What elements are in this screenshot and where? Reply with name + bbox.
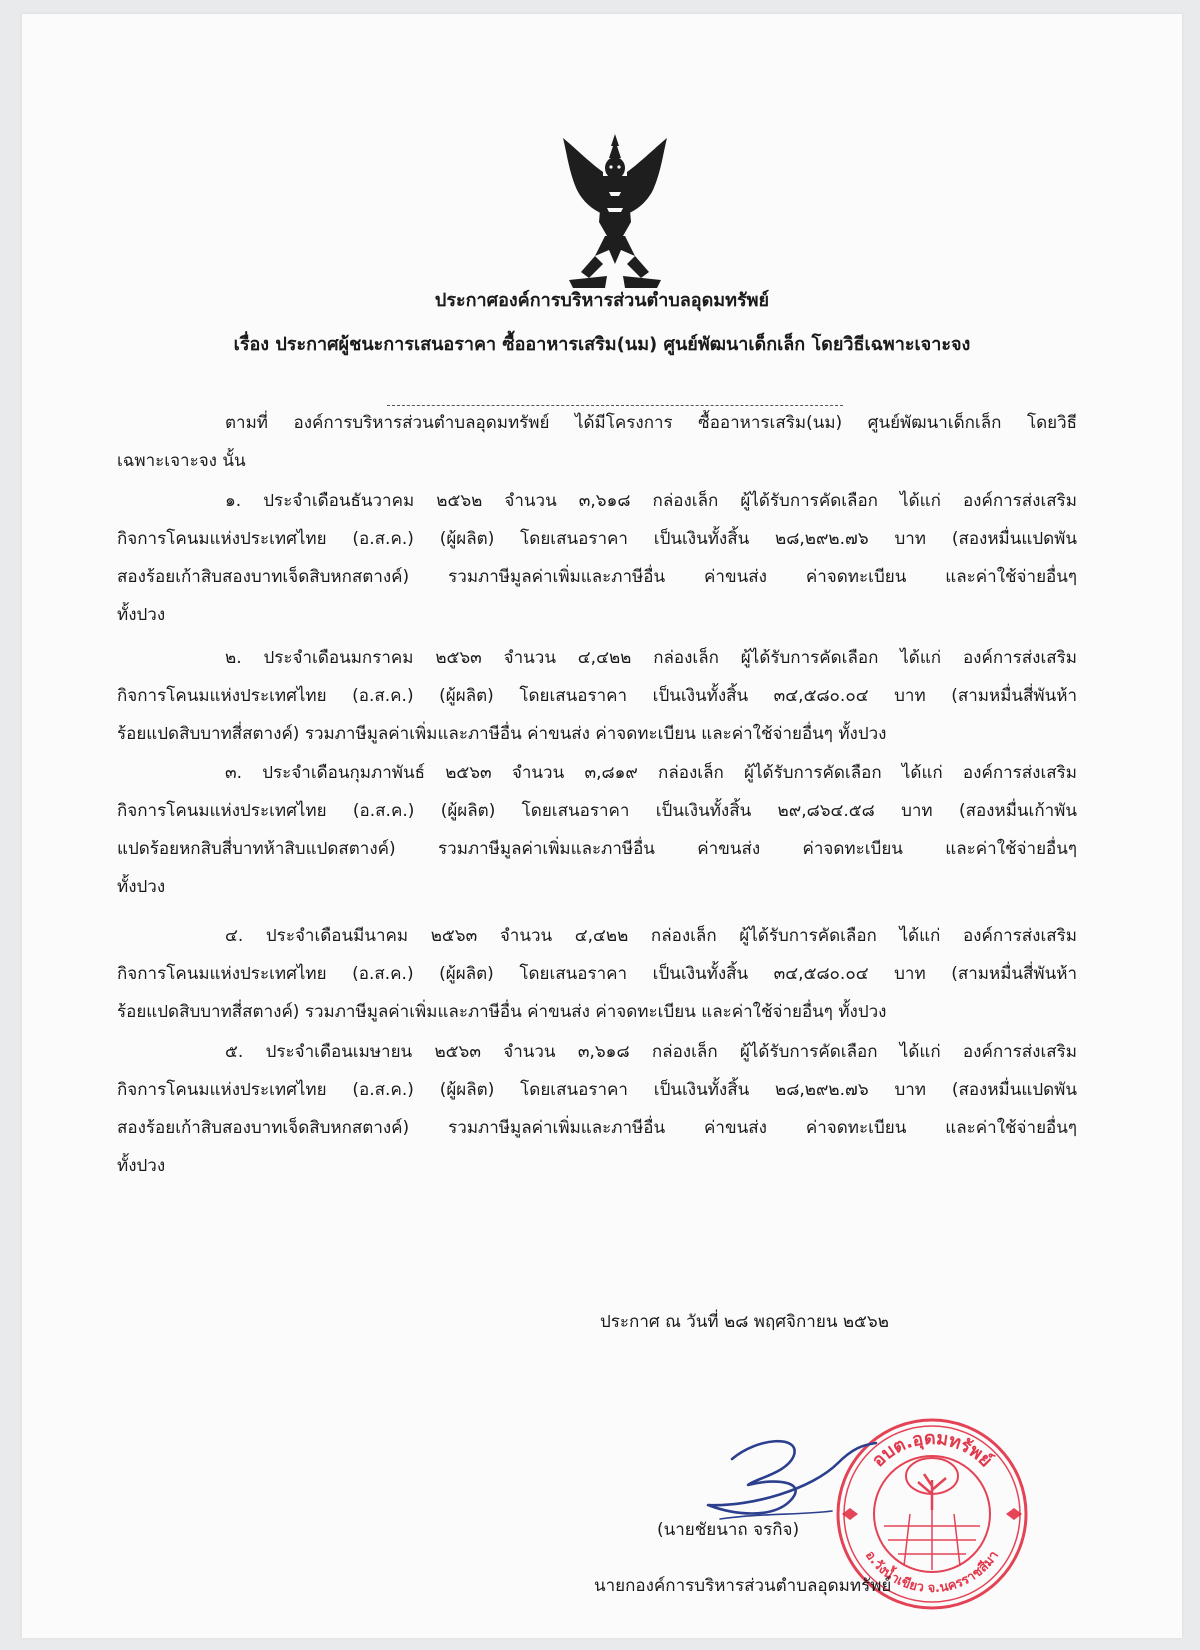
award-item-3 <box>117 754 1077 906</box>
item-line: กิจการโคนมแห่งประเทศไทย (อ.ส.ค.) (ผู้ผลิต) โดยเสนอราคา เป็นเงินทั้งสิ้น ๒๘,๒๙๒.๗๖ บาท (สองหมื่นแปดพัน <box>117 1080 1077 1100</box>
item-line: ทั้งปวง <box>117 877 166 897</box>
document-page <box>22 14 1182 1638</box>
item-line: ทั้งปวง <box>117 1156 166 1176</box>
award-item-1 <box>117 482 1077 634</box>
garuda-emblem-icon <box>559 132 671 292</box>
item-line: แปดร้อยหกสิบสี่บาทห้าสิบแปดสตางค์) รวมภาษีมูลค่าเพิ่มและภาษีอื่น ค่าขนส่ง ค่าจดทะเบียน และค่าใช้จ่ายอื่นๆ <box>117 839 1077 859</box>
seal-top-text: อบต.อุดมทรัพย์ <box>867 1427 997 1472</box>
item-line: กิจการโคนมแห่งประเทศไทย (อ.ส.ค.) (ผู้ผลิต) โดยเสนอราคา เป็นเงินทั้งสิ้น ๓๔,๕๘๐.๐๔ บาท (สามหมื่นสี่พันห้า <box>117 686 1077 706</box>
item-line: ทั้งปวง <box>117 605 166 625</box>
item-line: ๔. ประจำเดือนมีนาคม ๒๕๖๓ จำนวน ๔,๔๒๒ กล่องเล็ก ผู้ได้รับการคัดเลือก ได้แก่ องค์การส่งเสริม <box>225 926 1077 946</box>
item-line: ร้อยแปดสิบบาทสี่สตางค์) รวมภาษีมูลค่าเพิ่มและภาษีอื่น ค่าขนส่ง ค่าจดทะเบียน และค่าใช้จ่ายอื่นๆ ทั้งปวง <box>117 724 887 744</box>
intro-paragraph <box>117 404 1077 480</box>
intro-line: ตามที่ องค์การบริหารส่วนตำบลอุดมทรัพย์ ได้มีโครงการ ซื้ออาหารเสริม(นม) ศูนย์พัฒนาเด็กเล็ก โดยวิธี <box>225 413 1077 433</box>
document-title: ประกาศองค์การบริหารส่วนตำบลอุดมทรัพย์ <box>434 290 770 311</box>
intro-line: เฉพาะเจาะจง นั้น <box>117 451 246 471</box>
signer-position: นายกองค์การบริหารส่วนตำบลอุดมทรัพย์ <box>594 1576 892 1596</box>
announcement-date: ประกาศ ณ วันที่ ๒๘ พฤศจิกายน ๒๕๖๒ <box>600 1312 889 1332</box>
award-item-5 <box>117 1033 1077 1185</box>
item-line: สองร้อยเก้าสิบสองบาทเจ็ดสิบหกสตางค์) รวมภาษีมูลค่าเพิ่มและภาษีอื่น ค่าขนส่ง ค่าจดทะเบียน และค่าใช้จ่ายอื่นๆ <box>117 567 1077 587</box>
item-line: ๕. ประจำเดือนเมษายน ๒๕๖๓ จำนวน ๓,๖๑๘ กล่องเล็ก ผู้ได้รับการคัดเลือก ได้แก่ องค์การส่งเสริม <box>225 1042 1077 1062</box>
item-line: กิจการโคนมแห่งประเทศไทย (อ.ส.ค.) (ผู้ผลิต) โดยเสนอราคา เป็นเงินทั้งสิ้น ๓๔,๕๘๐.๐๔ บาท (สามหมื่นสี่พันห้า <box>117 964 1077 984</box>
signer-name: (นายชัยนาถ จรกิจ) <box>657 1520 800 1540</box>
item-line: ๒. ประจำเดือนมกราคม ๒๕๖๓ จำนวน ๔,๔๒๒ กล่องเล็ก ผู้ได้รับการคัดเลือก ได้แก่ องค์การส่งเสริม <box>225 648 1077 668</box>
item-line: กิจการโคนมแห่งประเทศไทย (อ.ส.ค.) (ผู้ผลิต) โดยเสนอราคา เป็นเงินทั้งสิ้น ๒๙,๘๖๔.๕๘ บาท (สองหมื่นเก้าพัน <box>117 801 1077 821</box>
item-line: ๓. ประจำเดือนกุมภาพันธ์ ๒๕๖๓ จำนวน ๓,๘๑๙ กล่องเล็ก ผู้ได้รับการคัดเลือก ได้แก่ องค์การส่งเสริม <box>225 763 1077 783</box>
item-line: ๑. ประจำเดือนธันวาคม ๒๕๖๒ จำนวน ๓,๖๑๘ กล่องเล็ก ผู้ได้รับการคัดเลือก ได้แก่ องค์การส่งเสริม <box>225 491 1077 511</box>
item-line: ร้อยแปดสิบบาทสี่สตางค์) รวมภาษีมูลค่าเพิ่มและภาษีอื่น ค่าขนส่ง ค่าจดทะเบียน และค่าใช้จ่ายอื่นๆ ทั้งปวง <box>117 1002 887 1022</box>
item-line: สองร้อยเก้าสิบสองบาทเจ็ดสิบหกสตางค์) รวมภาษีมูลค่าเพิ่มและภาษีอื่น ค่าขนส่ง ค่าจดทะเบียน และค่าใช้จ่ายอื่นๆ <box>117 1118 1077 1138</box>
item-line: กิจการโคนมแห่งประเทศไทย (อ.ส.ค.) (ผู้ผลิต) โดยเสนอราคา เป็นเงินทั้งสิ้น ๒๘,๒๙๒.๗๖ บาท (สองหมื่นแปดพัน <box>117 529 1077 549</box>
seal-bottom-text: อ.วังน้ำเขียว จ.นครราชสีมา <box>861 1548 1003 1597</box>
award-item-2 <box>117 639 1077 753</box>
award-item-4 <box>117 917 1077 1031</box>
document-subject: เรื่อง ประกาศผู้ชนะการเสนอราคา ซื้ออาหารเสริม(นม) ศูนย์พัฒนาเด็กเล็ก โดยวิธีเฉพาะเจาะจง <box>233 334 971 355</box>
